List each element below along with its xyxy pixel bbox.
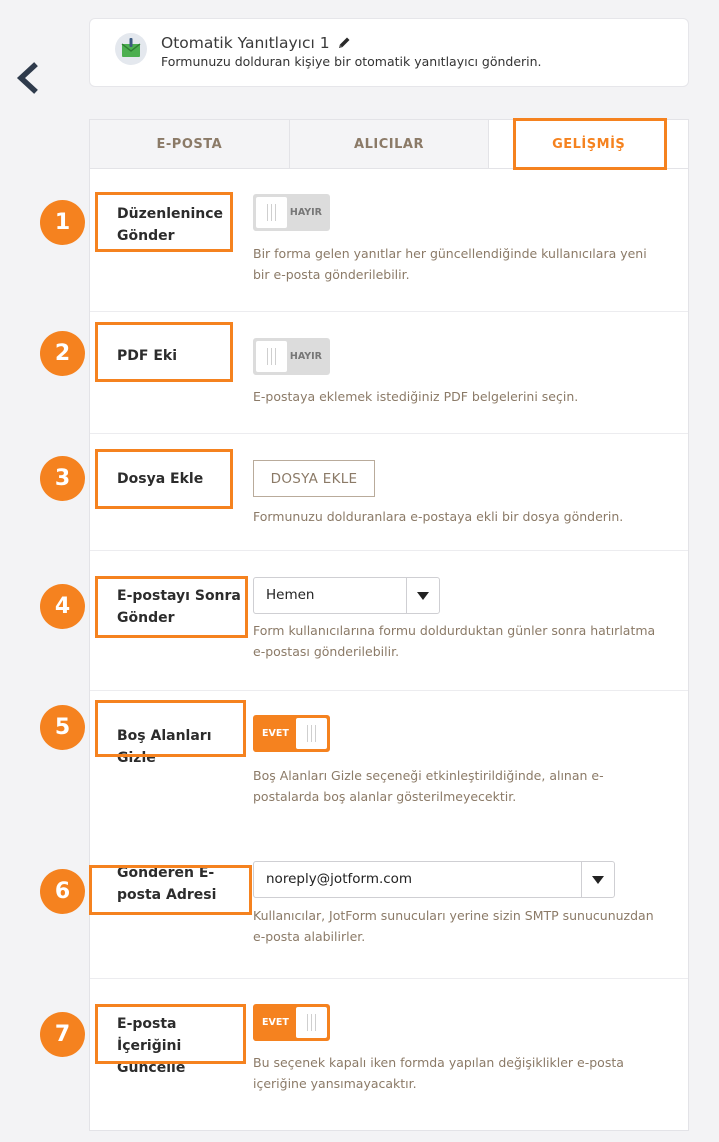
pdf-attachment-description: E-postaya eklemek istediğiniz PDF belgelerini seçin. [253,389,579,404]
autoresponder-description: Formunuzu dolduran kişiye bir otomatik yanıtlayıcı gönderin. [161,54,542,69]
send-on-edit-toggle[interactable] [253,194,330,231]
add-file-label: Dosya Ekle [117,471,204,487]
email-envelope-icon [114,32,148,66]
tab-bar [90,120,688,169]
sender-email-description: Kullanıcılar, JotForm sunucuları yerine sizin SMTP sunucunuzdan e-posta alabilirler. [253,908,654,944]
toggle-state-text: EVET [262,1017,289,1028]
send-later-description: Form kullanıcılarına formu doldurduktan günler sonra hatırlatma e-postası gönderilebilir. [253,623,656,659]
autoresponder-title-text: Otomatik Yanıtlayıcı 1 [161,34,330,52]
update-content-toggle[interactable] [253,1004,330,1041]
hide-empty-toggle[interactable] [253,715,330,752]
toggle-knob [256,197,287,228]
dropdown-arrow-icon[interactable] [581,862,614,897]
tab-advanced[interactable]: GELİŞMİŞ [489,120,688,168]
row-update-content [90,979,688,1130]
row-hide-empty-and-sender [90,691,688,979]
toggle-state-text: HAYIR [289,351,322,362]
add-file-button[interactable]: DOSYA EKLE [253,460,375,497]
marker-4: 4 [40,584,85,629]
add-file-description: Formunuzu dolduranlara e-postaya ekli bir dosya gönderin. [253,509,624,524]
marker-3: 3 [40,456,85,501]
marker-6: 6 [40,869,85,914]
pdf-attachment-label: PDF Eki [117,348,177,364]
tab-email[interactable]: E-POSTA [90,120,290,168]
tab-recipients[interactable]: ALICILAR [290,120,490,168]
send-later-label: E-postayı Sonra Gönder [117,588,241,626]
sender-email-select[interactable] [253,861,615,898]
toggle-state-text: HAYIR [289,207,322,218]
sender-email-label: Gönderen E-posta Adresi [117,865,217,903]
settings-panel [89,119,689,1131]
send-later-select[interactable] [253,577,440,614]
toggle-state-text: EVET [262,728,289,739]
toggle-knob [296,718,327,749]
row-pdf-attachment [90,312,688,434]
back-chevron-icon[interactable] [14,60,42,96]
pdf-attachment-toggle[interactable] [253,338,330,375]
row-send-on-edit [90,170,688,312]
autoresponder-title [161,34,352,52]
sender-email-selected-value: noreply@jotform.com [266,871,413,887]
hide-empty-label: Boş Alanları Gizle [117,728,212,766]
toggle-knob [256,341,287,372]
pencil-edit-icon[interactable] [336,35,352,51]
send-later-selected-value: Hemen [266,587,315,603]
dropdown-arrow-icon[interactable] [406,578,439,613]
row-add-file [90,434,688,551]
toggle-knob [296,1007,327,1038]
autoresponder-header [89,18,689,87]
hide-empty-description: Boş Alanları Gizle seçeneği etkinleştirildiğinde, alınan e-postalarda boş alanlar gösterilmeyecektir. [253,768,604,804]
marker-2: 2 [40,331,85,376]
marker-1: 1 [40,200,85,245]
row-send-later [90,551,688,691]
marker-5: 5 [40,705,85,750]
send-on-edit-description: Bir forma gelen yanıtlar her güncellendiğinde kullanıcılara yeni bir e-posta gönderilebilir. [253,246,647,282]
marker-7: 7 [40,1012,85,1057]
update-content-label: E-posta İçeriğini Güncelle [117,1016,186,1076]
update-content-description: Bu seçenek kapalı iken formda yapılan değişiklikler e-posta içeriğine yansımayacaktır. [253,1055,624,1091]
send-on-edit-label: Düzenlenince Gönder [117,206,224,244]
